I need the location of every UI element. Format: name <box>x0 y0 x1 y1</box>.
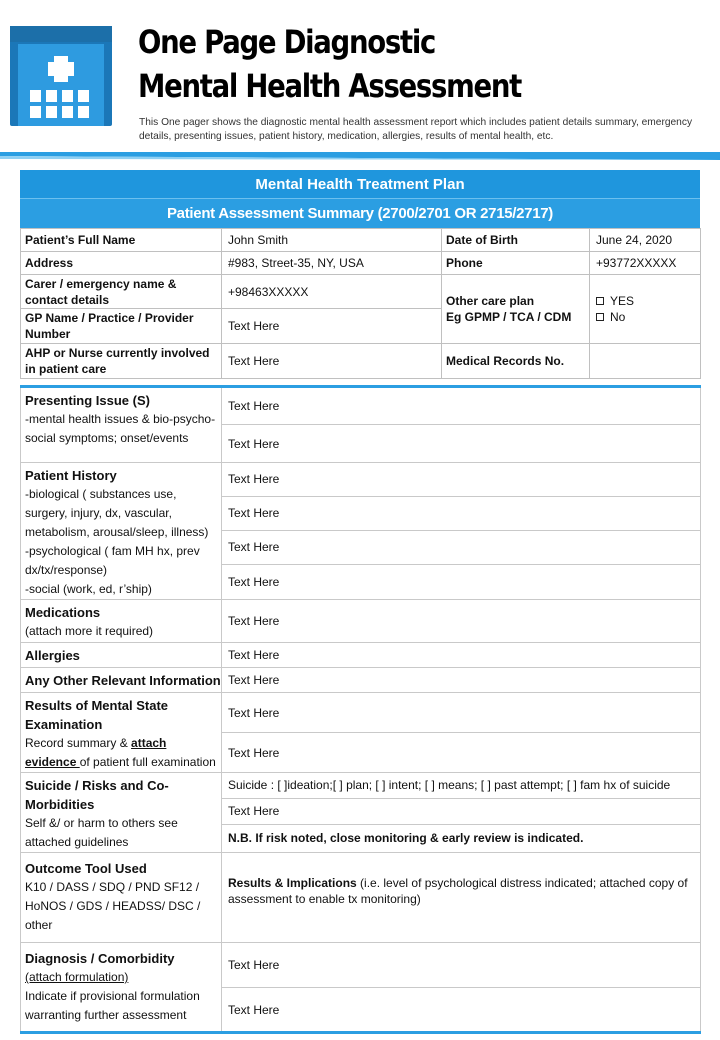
patient-history-desc-social: -social (work, ed, r’ship) <box>25 582 152 596</box>
suicide-checklist[interactable]: Suicide : [ ]ideation;[ ] plan; [ ] intent; [ ] means; [ ] past attempt; [ ] fam hx of suicide <box>222 773 701 799</box>
other-info-field[interactable]: Text Here <box>222 668 701 693</box>
table-row <box>21 275 701 309</box>
mental-state-title: Results of Mental State Examination <box>25 698 169 732</box>
diagnosis-desc: Indicate if provisional formulation warranting further assessment <box>25 989 200 1022</box>
table-row <box>21 668 701 693</box>
checkbox-icon[interactable] <box>596 313 604 321</box>
allergies-field[interactable]: Text Here <box>222 643 701 668</box>
patient-history-field-2[interactable]: Text Here <box>222 496 701 530</box>
risk-monitoring-note: N.B. If risk noted, close monitoring & early review is indicated. <box>222 824 701 852</box>
medications-label <box>21 600 222 643</box>
phone-field[interactable]: +93772XXXXX <box>590 252 701 275</box>
mental-state-field-2[interactable]: Text Here <box>222 733 701 773</box>
gp-field[interactable]: Text Here <box>222 309 442 344</box>
assessment-sections-table <box>20 385 701 1034</box>
no-option[interactable] <box>596 309 696 325</box>
presenting-issue-desc: -mental health issues & bio-psycho-social symptoms; onset/events <box>25 412 216 445</box>
patient-details-table <box>20 228 701 379</box>
other-care-plan-options <box>590 275 701 344</box>
medical-records-field[interactable] <box>590 344 701 379</box>
other-info-label <box>21 668 222 693</box>
assessment-sheet <box>20 170 700 1034</box>
page-subtitle: This One pager shows the diagnostic mental health assessment report which includes patient details summary, emergency details, presenting issues, patient history, medication, allergies, results of mental health, etc. <box>139 117 693 142</box>
table-row <box>21 853 701 943</box>
results-implications-text: (i.e. level of psychological distress indicated; attached copy of assessment to enable tx monitoring) <box>228 876 688 906</box>
allergies-label <box>21 643 222 668</box>
patient-history-title: Patient History <box>25 468 117 483</box>
suicide-risks-desc: Self &/ or harm to others see attached guidelines <box>25 816 178 849</box>
header-divider <box>0 150 720 160</box>
phone-label: Phone <box>442 252 590 275</box>
table-row <box>21 463 701 497</box>
mental-state-label <box>21 693 222 773</box>
patient-history-label <box>21 463 222 600</box>
attach-formulation-link[interactable]: (attach formulation) <box>25 970 129 984</box>
patient-history-desc-psychological: -psychological ( fam MH hx, prev dx/tx/response) <box>25 544 200 577</box>
patient-history-field-1[interactable]: Text Here <box>222 463 701 497</box>
medications-field[interactable]: Text Here <box>222 600 701 643</box>
diagnosis-field-2[interactable]: Text Here <box>222 988 701 1033</box>
mental-state-desc <box>25 734 217 772</box>
address-field[interactable]: #983, Street-35, NY, USA <box>222 252 442 275</box>
dob-field[interactable]: June 24, 2020 <box>590 229 701 252</box>
suicide-risks-field[interactable]: Text Here <box>222 798 701 824</box>
presenting-issue-field-1[interactable]: Text Here <box>222 387 701 425</box>
diagnosis-label <box>21 943 222 1033</box>
full-name-label: Patient’s Full Name <box>21 229 222 252</box>
other-care-plan-label <box>442 275 590 344</box>
table-row <box>21 693 701 733</box>
results-implications-field[interactable] <box>222 853 701 943</box>
ahp-field[interactable]: Text Here <box>222 344 442 379</box>
table-row <box>21 643 701 668</box>
gp-label: GP Name / Practice / Provider Number <box>21 309 222 344</box>
suicide-risks-label <box>21 773 222 853</box>
mental-state-desc-post: of patient full examination <box>79 755 216 769</box>
patient-history-desc-biological: -biological ( substances use, surgery, injury, dx, vascular, metabolism, arousal/sleep, illness) <box>25 487 209 539</box>
outcome-tool-desc: K10 / DASS / SDQ / PND SF12 / HoNOS / GDS / HEADSS/ DSC / other <box>25 880 201 932</box>
table-row <box>21 773 701 799</box>
other-info-title: Any Other Relevant Information <box>25 672 221 688</box>
suicide-risks-title: Suicide / Risks and Co-Morbidities <box>25 778 169 812</box>
table-row <box>21 229 701 252</box>
table-row <box>21 387 701 425</box>
no-label: No <box>610 310 626 324</box>
outcome-tool-title: Outcome Tool Used <box>25 861 147 876</box>
address-label: Address <box>21 252 222 275</box>
table-row <box>21 344 701 379</box>
presenting-issue-field-2[interactable]: Text Here <box>222 425 701 463</box>
hospital-building-icon <box>10 26 112 126</box>
patient-history-field-3[interactable]: Text Here <box>222 530 701 564</box>
diagnosis-field-1[interactable]: Text Here <box>222 943 701 988</box>
full-name-field[interactable]: John Smith <box>222 229 442 252</box>
mental-state-desc-pre: Record summary & <box>25 736 132 750</box>
yes-option[interactable] <box>596 293 696 309</box>
allergies-title: Allergies <box>25 647 80 663</box>
presenting-issue-label <box>21 387 222 463</box>
table-row <box>21 252 701 275</box>
results-implications-label: Results & Implications <box>228 876 357 890</box>
attach-evidence-link[interactable]: attach evidence <box>25 736 167 769</box>
mental-state-field-1[interactable]: Text Here <box>222 693 701 733</box>
diagnosis-title: Diagnosis / Comorbidity <box>25 951 175 966</box>
carer-field[interactable]: +98463XXXXX <box>222 275 442 309</box>
patient-history-field-4[interactable]: Text Here <box>222 564 701 599</box>
ahp-label: AHP or Nurse currently involved in patient care <box>21 344 222 379</box>
presenting-issue-title: Presenting Issue (S) <box>25 393 150 408</box>
outcome-tool-label <box>21 853 222 943</box>
other-care-plan-title: Other care plan <box>446 294 535 308</box>
medical-records-label: Medical Records No. <box>442 344 590 379</box>
table-row <box>21 600 701 643</box>
table-row <box>21 943 701 988</box>
other-care-plan-examples: Eg GPMP / TCA / CDM <box>446 310 572 324</box>
page-title <box>138 20 521 108</box>
plan-banner: Mental Health Treatment Plan <box>20 170 700 199</box>
medications-desc: (attach more it required) <box>25 624 154 638</box>
checkbox-icon[interactable] <box>596 297 604 305</box>
carer-label: Carer / emergency name & contact details <box>21 275 222 309</box>
summary-banner: Patient Assessment Summary (2700/2701 OR 2715/2717) <box>20 199 700 228</box>
title-line-1: One Page Diagnostic <box>138 23 435 61</box>
title-line-2: Mental Health Assessment <box>138 67 522 105</box>
dob-label: Date of Birth <box>442 229 590 252</box>
medications-title: Medications <box>25 605 101 620</box>
yes-label: YES <box>610 294 635 308</box>
